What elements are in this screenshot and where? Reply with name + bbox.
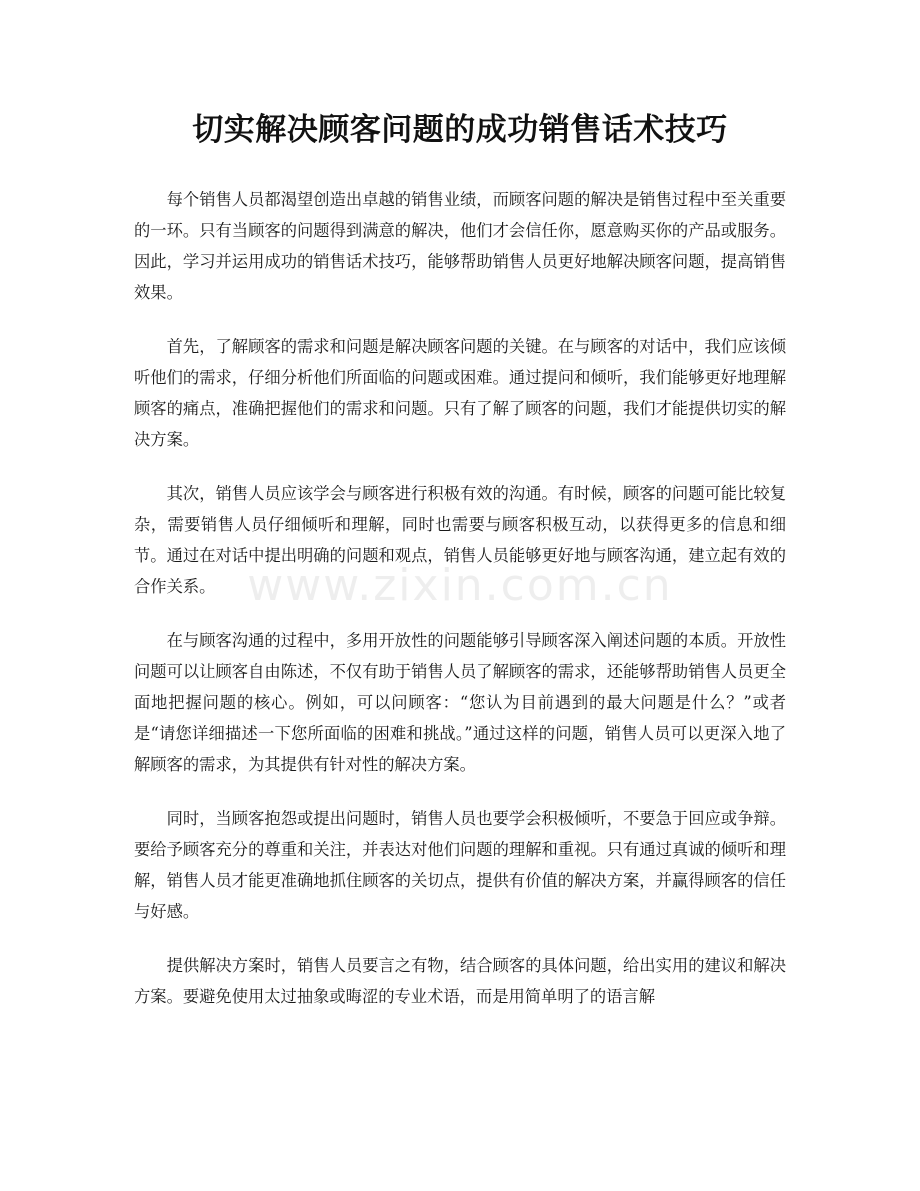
paragraph-3: 其次，销售人员应该学会与顾客进行积极有效的沟通。有时候，顾客的问题可能比较复杂，需要销售人员仔细倾听和理解，同时也需要与顾客积极互动，以获得更多的信息和细节。通过在对话中提出明确的问题和观点，销售人员能够更好地与顾客沟通，建立起有效的合作关系。: [134, 484, 786, 596]
paragraph-6: 提供解决方案时，销售人员要言之有物，结合顾客的具体问题，给出实用的建议和解决方案。要避免使用太过抽象或晦涩的专业术语，而是用简单明了的语言解: [134, 956, 786, 1006]
paragraph-2: 首先，了解顾客的需求和问题是解决顾客问题的关键。在与顾客的对话中，我们应该倾听他们的需求，仔细分析他们所面临的问题或困难。通过提问和倾听，我们能够更好地理解顾客的痛点，准确把握他们的需求和问题。只有了解了顾客的问题，我们才能提供切实的解决方案。: [134, 337, 786, 449]
paragraph-1: 每个销售人员都渴望创造出卓越的销售业绩，而顾客问题的解决是销售过程中至关重要的一环。只有当顾客的问题得到满意的解决，他们才会信任你，愿意购买你的产品或服务。因此，学习并运用成功的销售话术技巧，能够帮助销售人员更好地解决顾客问题，提高销售效果。: [134, 190, 786, 302]
paragraph-5: 同时，当顾客抱怨或提出问题时，销售人员也要学会积极倾听，不要急于回应或争辩。要给予顾客充分的尊重和关注，并表达对他们问题的理解和重视。只有通过真诚的倾听和理解，销售人员才能更准确地抓住顾客的关切点，提供有价值的解决方案，并赢得顾客的信任与好感。: [134, 809, 786, 921]
document-body: [134, 184, 786, 1035]
watermark-text: www.zixin.com.cn: [247, 560, 673, 611]
paragraph-4: 在与顾客沟通的过程中，多用开放性的问题能够引导顾客深入阐述问题的本质。开放性问题可以让顾客自由陈述，不仅有助于销售人员了解顾客的需求，还能够帮助销售人员更全面地把握问题的核心。例如，可以问顾客：“您认为目前遇到的最大问题是什么？”或者是“请您详细描述一下您所面临的困难和挑战。”通过这样的问题，销售人员可以更深入地了解顾客的需求，为其提供有针对性的解决方案。: [134, 631, 786, 774]
document-title: 切实解决顾客问题的成功销售话术技巧: [192, 112, 728, 148]
